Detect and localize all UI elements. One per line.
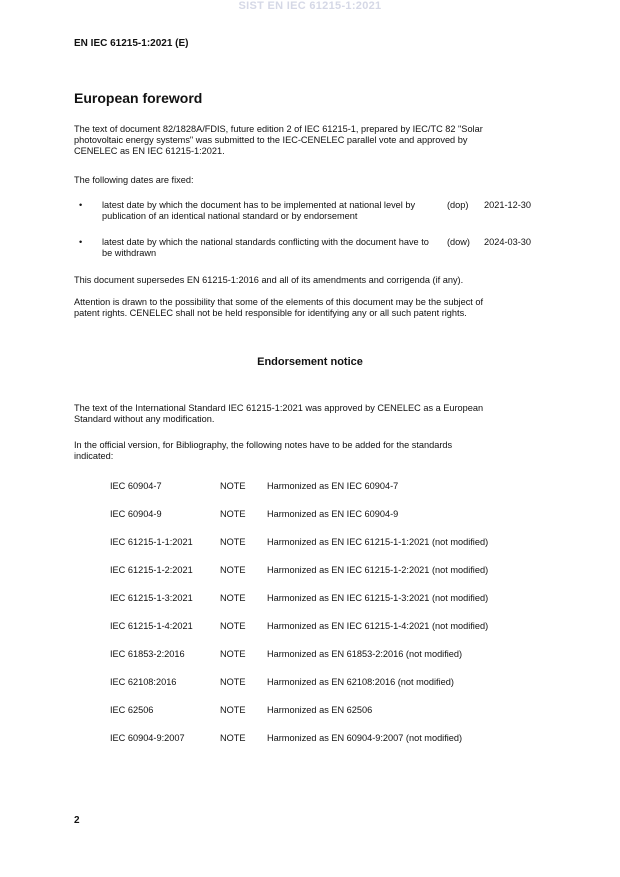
attention-line: Attention is drawn to the possibility that some of the elements of this document may be the subject of	[74, 297, 484, 307]
note-text: Harmonized as EN 61853-2:2016 (not modified)	[267, 649, 463, 659]
bullet-icon: •	[79, 237, 83, 247]
foreword-intro	[74, 124, 546, 157]
bibliography-intro	[74, 440, 546, 462]
note-standard: IEC 60904-7	[110, 481, 162, 491]
note-text: Harmonized as EN IEC 60904-7	[267, 481, 399, 491]
note-label: NOTE	[220, 593, 246, 603]
note-label: NOTE	[220, 649, 246, 659]
foreword-intro-line: photovoltaic energy systems" was submitted to the IEC-CENELEC parallel vote and approved by	[74, 135, 468, 145]
bullet-icon: •	[79, 200, 83, 210]
note-row	[110, 592, 550, 604]
note-standard: IEC 61215-1-4:2021	[110, 621, 193, 631]
note-label: NOTE	[220, 509, 246, 519]
note-standard: IEC 61215-1-2:2021	[110, 565, 193, 575]
note-row	[110, 536, 550, 548]
note-row	[110, 564, 550, 576]
bibliography-line: indicated:	[74, 451, 114, 461]
date-item-date: 2024-03-30	[484, 237, 531, 247]
attention-line: patent rights. CENELEC shall not be held responsible for identifying any or all such patent rights.	[74, 308, 467, 318]
note-label: NOTE	[220, 565, 246, 575]
note-row	[110, 676, 550, 688]
note-row	[110, 732, 550, 744]
page-number: 2	[74, 815, 80, 826]
note-row	[110, 508, 550, 520]
date-item-code: (dop)	[447, 200, 469, 210]
note-standard: IEC 62108:2016	[110, 677, 177, 687]
note-text: Harmonized as EN IEC 61215-1-4:2021 (not modified)	[267, 621, 489, 631]
note-text: Harmonized as EN 60904-9:2007 (not modified)	[267, 733, 463, 743]
date-item-code: (dow)	[447, 237, 470, 247]
note-row	[110, 704, 550, 716]
note-label: NOTE	[220, 621, 246, 631]
date-item	[74, 237, 546, 263]
bibliography-line: In the official version, for Bibliography, the following notes have to be added for the standards	[74, 440, 453, 450]
date-item-text: latest date by which the document has to be implemented at national level by publication of an identical national standard or by endorsement	[102, 200, 416, 221]
note-standard: IEC 61853-2:2016	[110, 649, 185, 659]
note-label: NOTE	[220, 677, 246, 687]
endorsement-text	[74, 403, 546, 425]
note-text: Harmonized as EN IEC 61215-1-1:2021 (not modified)	[267, 537, 489, 547]
note-label: NOTE	[220, 733, 246, 743]
endorsement-line: The text of the International Standard IEC 61215-1:2021 was approved by CENELEC as a European	[74, 403, 484, 413]
note-text: Harmonized as EN IEC 60904-9	[267, 509, 399, 519]
note-standard: IEC 61215-1-3:2021	[110, 593, 193, 603]
note-text: Harmonized as EN 62506	[267, 705, 373, 715]
date-item-text: latest date by which the national standards conflicting with the document have to be withdrawn	[102, 237, 429, 258]
note-row	[110, 480, 550, 492]
note-standard: IEC 60904-9	[110, 509, 162, 519]
date-item-date: 2021-12-30	[484, 200, 531, 210]
foreword-intro-line: The text of document 82/1828A/FDIS, future edition 2 of IEC 61215-1, prepared by IEC/TC 82 "Solar	[74, 124, 483, 134]
supersedes-text: This document supersedes EN 61215-1:2016 and all of its amendments and corrigenda (if any).	[74, 275, 464, 285]
note-label: NOTE	[220, 705, 246, 715]
foreword-intro-line: CENELEC as EN IEC 61215-1:2021.	[74, 146, 225, 156]
note-text: Harmonized as EN IEC 61215-1-2:2021 (not modified)	[267, 565, 489, 575]
note-label: NOTE	[220, 537, 246, 547]
dates-intro: The following dates are fixed:	[74, 175, 194, 185]
note-standard: IEC 62506	[110, 705, 154, 715]
note-standard: IEC 60904-9:2007	[110, 733, 185, 743]
endorsement-line: Standard without any modification.	[74, 414, 215, 424]
endorsement-title: Endorsement notice	[257, 356, 363, 368]
foreword-title: European foreword	[74, 90, 203, 106]
note-row	[110, 620, 550, 632]
note-label: NOTE	[220, 481, 246, 491]
note-text: Harmonized as EN IEC 61215-1-3:2021 (not modified)	[267, 593, 489, 603]
note-text: Harmonized as EN 62108:2016 (not modified)	[267, 677, 454, 687]
document-id: EN IEC 61215-1:2021 (E)	[74, 38, 189, 49]
attention-text	[74, 297, 546, 319]
date-item	[74, 200, 546, 226]
note-standard: IEC 61215-1-1:2021	[110, 537, 193, 547]
watermark: SIST EN IEC 61215-1:2021	[238, 0, 382, 12]
note-row	[110, 648, 550, 660]
